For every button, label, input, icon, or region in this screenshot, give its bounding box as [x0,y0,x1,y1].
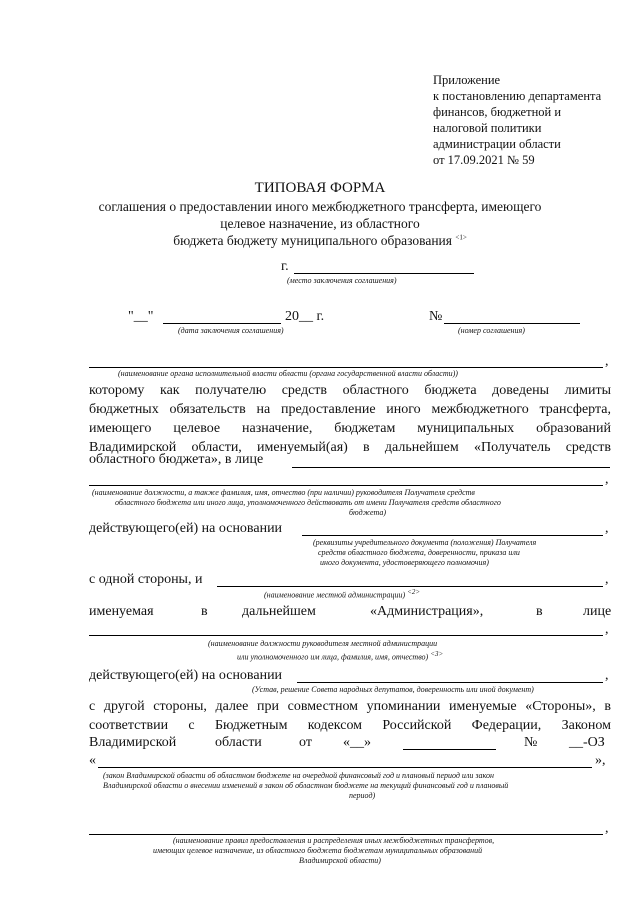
subtitle-line: целевое назначение, из областного [220,216,420,231]
named-word: дальнейшем [242,604,316,619]
comma: , [605,622,609,637]
appendix-block [433,72,601,168]
form-title: ТИПОВАЯ ФОРМА [254,180,386,196]
law-word: от [299,735,312,750]
basis-field[interactable] [302,535,603,536]
para-line: которому как получателю средств областного бюджета доведены лимиты [89,383,611,398]
person-note: областного бюджета или иного лица, уполномоченного действовать от имени Получателя средств областного [115,498,501,507]
place-field[interactable] [294,273,474,274]
law-note: период) [349,791,376,800]
appendix-line: к постановлению департамента [433,89,602,103]
head-field[interactable] [89,635,603,636]
para-line: соответствии с Бюджетным кодексом Российской Федерации, Законом [89,718,611,733]
admin-note-text: (наименование местной администрации) [264,590,406,600]
head-note-text: или уполномоченного им лица, фамилия, имя, отчество) [237,652,429,662]
law-number-sign: № [524,735,538,750]
place-note: (место заключения соглашения) [287,276,397,285]
subtitle-line-3 [0,233,640,249]
rules-field[interactable] [89,834,603,835]
law-note: (закон Владимирской области об областном бюджете на очередной финансовый год и плановый период или закон [103,771,494,780]
side-label: с одной стороны, и [89,572,203,587]
comma: , [605,354,609,369]
law-date-field[interactable] [403,749,496,750]
person-field[interactable] [89,485,603,486]
representative-field[interactable] [292,467,610,468]
quote-close: », [595,753,606,768]
number-field[interactable] [444,323,580,324]
para-line: Владимирской области, именуемый(ая) в дальнейшем «Получатель средств [89,440,611,455]
date-month-field[interactable] [163,323,281,324]
comma: , [605,668,609,683]
rules-note: (наименование правил предоставления и распределения иных межбюджетных трансфертов, [173,836,495,845]
head-note: (наименование должности руководителя местной администрации [208,639,438,648]
para-line: областного бюджета», в лице [89,452,264,467]
rules-note: имеющих целевое назначение, из областного бюджета бюджетам муниципальных образований [153,846,483,855]
subtitle-line: соглашения о предоставлении иного межбюджетного трансферта, имеющего [98,199,542,214]
rules-note: Владимирской области) [299,856,381,865]
quote-open: « [89,753,96,768]
number-sign: № [429,309,443,324]
para-line: имеющего целевое назначение, бюджетам муниципальных образований [89,421,611,436]
named-word: в [201,604,208,619]
organ-field[interactable] [89,367,603,368]
law-number: __-ОЗ [569,735,605,750]
named-word: «Администрация», [370,604,484,619]
basis-field[interactable] [297,682,603,683]
basis-note: (реквизиты учредительного документа (положения) Получателя [313,538,537,547]
law-name-field[interactable] [98,767,592,768]
footnote-ref: <3> [430,650,444,658]
named-word: в [536,604,543,619]
basis-note: (Устав, решение Совета народных депутатов, доверенность или иной документ) [252,685,534,694]
footnote-ref: <2> [407,588,421,596]
comma: , [605,521,609,536]
appendix-line: налоговой политики [433,121,542,135]
law-word: Владимирской [89,735,177,750]
comma: , [605,472,609,487]
appendix-line: от 17.09.2021 № 59 [433,153,535,167]
para-line: бюджетных обязательств на предоставление иного межбюджетного трансферта, [89,402,611,417]
named-word: лице [583,604,612,619]
admin-name-field[interactable] [217,586,603,587]
place-prefix: г. [281,259,289,274]
comma: , [605,572,609,587]
basis-note: иного документа, удостоверяющего полномочия) [320,558,489,567]
basis-label: действующего(ей) на основании [89,521,283,536]
appendix-line: администрации области [433,137,561,151]
named-word: именуемая [89,604,154,619]
comma: , [605,821,609,836]
date-day: "__" [128,309,154,324]
subtitle-text: бюджета бюджету муниципального образования [173,233,452,248]
law-date-day: «__» [343,735,371,750]
number-note: (номер соглашения) [458,326,525,335]
organ-note: (наименование органа исполнительной власти области (органа государственной власти области)) [118,369,458,378]
admin-note [264,588,420,600]
footnote-ref: <1> [455,233,467,242]
person-note: бюджета) [349,508,387,517]
law-word: области [215,735,262,750]
appendix-line: финансов, бюджетной и [433,105,562,119]
date-year: 20__ г. [285,309,325,324]
head-note [237,650,443,662]
law-note: Владимирской области о внесении изменений в закон об областном бюджете на текущий финансовый год и плановый [103,781,509,790]
date-note: (дата заключения соглашения) [178,326,284,335]
appendix-line: Приложение [433,73,501,87]
basis-note: средств областного бюджета, доверенности, приказа или [318,548,520,557]
person-note: (наименование должности, а также фамилия, имя, отчество (при наличии) руководителя Получателя средств [92,488,475,497]
basis-label: действующего(ей) на основании [89,668,283,683]
para-line: с другой стороны, далее при совместном упоминании именуемые «Стороны», в [89,699,611,714]
